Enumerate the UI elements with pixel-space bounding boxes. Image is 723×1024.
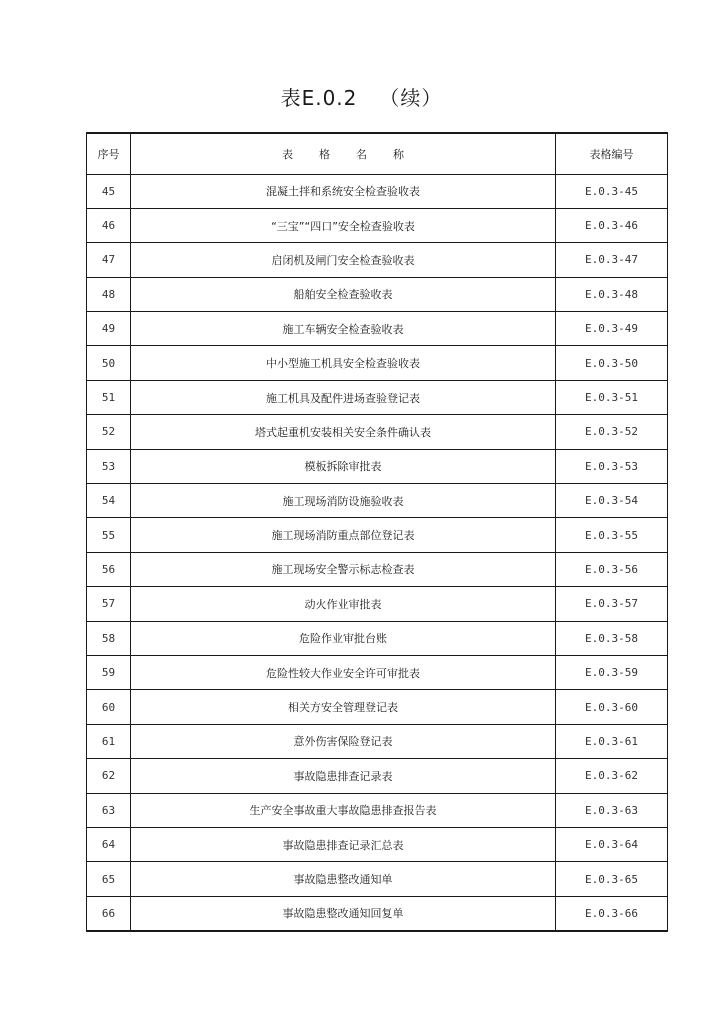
- row-form-code: E.0.3-51: [556, 380, 668, 414]
- table-body: [87, 174, 668, 931]
- row-form-name: 相关方安全管理登记表: [131, 690, 556, 724]
- table-row: [87, 518, 668, 552]
- row-form-name: 事故隐患排查记录表: [131, 759, 556, 793]
- row-form-code: E.0.3-58: [556, 621, 668, 655]
- row-form-name: 施工现场消防设施验收表: [131, 484, 556, 518]
- table-row: [87, 621, 668, 655]
- header-name-char: 格: [319, 147, 330, 161]
- table-row: [87, 243, 668, 277]
- header-name-char: 表: [282, 147, 293, 161]
- row-form-name: 施工机具及配件进场查验登记表: [131, 380, 556, 414]
- row-form-name: 施工车辆安全检查验收表: [131, 312, 556, 346]
- table-row: [87, 587, 668, 621]
- row-form-name: 生产安全事故重大事故隐患排查报告表: [131, 793, 556, 827]
- header-name: [131, 133, 556, 174]
- row-form-code: E.0.3-55: [556, 518, 668, 552]
- row-number: 61: [87, 724, 131, 758]
- row-form-name: 施工现场安全警示标志检查表: [131, 552, 556, 586]
- table-row: [87, 724, 668, 758]
- header-row: [87, 133, 668, 174]
- row-form-code: E.0.3-47: [556, 243, 668, 277]
- row-form-code: E.0.3-62: [556, 759, 668, 793]
- table-row: [87, 690, 668, 724]
- table-row: [87, 827, 668, 861]
- table-row: [87, 896, 668, 930]
- row-number: 53: [87, 449, 131, 483]
- row-form-code: E.0.3-45: [556, 174, 668, 208]
- table-row: [87, 277, 668, 311]
- row-form-name: 事故隐患整改通知单: [131, 862, 556, 896]
- row-form-code: E.0.3-54: [556, 484, 668, 518]
- row-form-code: E.0.3-53: [556, 449, 668, 483]
- row-form-name: 中小型施工机具安全检查验收表: [131, 346, 556, 380]
- row-number: 56: [87, 552, 131, 586]
- row-form-code: E.0.3-66: [556, 896, 668, 930]
- table-row: [87, 759, 668, 793]
- row-form-name: 动火作业审批表: [131, 587, 556, 621]
- row-number: 50: [87, 346, 131, 380]
- row-number: 66: [87, 896, 131, 930]
- table-row: [87, 208, 668, 242]
- row-number: 52: [87, 415, 131, 449]
- row-form-code: E.0.3-57: [556, 587, 668, 621]
- page-title: [0, 80, 723, 116]
- table-row: [87, 174, 668, 208]
- row-number: 48: [87, 277, 131, 311]
- row-form-name: 危险作业审批台账: [131, 621, 556, 655]
- row-form-code: E.0.3-63: [556, 793, 668, 827]
- row-form-name: “三宝”“四口”安全检查验收表: [131, 208, 556, 242]
- table-row: [87, 312, 668, 346]
- row-number: 62: [87, 759, 131, 793]
- row-number: 60: [87, 690, 131, 724]
- table-row: [87, 793, 668, 827]
- row-number: 51: [87, 380, 131, 414]
- row-form-name: 事故隐患排查记录汇总表: [131, 827, 556, 861]
- row-form-code: E.0.3-64: [556, 827, 668, 861]
- row-form-name: 塔式起重机安装相关安全条件确认表: [131, 415, 556, 449]
- row-form-code: E.0.3-56: [556, 552, 668, 586]
- table-row: [87, 484, 668, 518]
- row-form-name: 混凝土拌和系统安全检查验收表: [131, 174, 556, 208]
- header-name-char: 名: [356, 147, 367, 161]
- row-form-name: 事故隐患整改通知回复单: [131, 896, 556, 930]
- table-row: [87, 449, 668, 483]
- row-form-code: E.0.3-48: [556, 277, 668, 311]
- row-number: 45: [87, 174, 131, 208]
- row-form-code: E.0.3-50: [556, 346, 668, 380]
- header-name-char: 称: [393, 147, 404, 161]
- row-form-name: 意外伤害保险登记表: [131, 724, 556, 758]
- title-suffix: （续）: [379, 86, 443, 110]
- table-row: [87, 862, 668, 896]
- row-number: 64: [87, 827, 131, 861]
- row-form-code: E.0.3-60: [556, 690, 668, 724]
- row-number: 65: [87, 862, 131, 896]
- table-row: [87, 346, 668, 380]
- table-row: [87, 552, 668, 586]
- row-number: 58: [87, 621, 131, 655]
- table-row: [87, 655, 668, 689]
- row-form-code: E.0.3-49: [556, 312, 668, 346]
- row-form-code: E.0.3-65: [556, 862, 668, 896]
- header-code: 表格编号: [556, 133, 668, 174]
- table-row: [87, 380, 668, 414]
- row-number: 47: [87, 243, 131, 277]
- forms-table: [86, 132, 668, 932]
- row-form-name: 施工现场消防重点部位登记表: [131, 518, 556, 552]
- row-number: 49: [87, 312, 131, 346]
- row-number: 59: [87, 655, 131, 689]
- row-number: 46: [87, 208, 131, 242]
- row-form-name: 启闭机及闸门安全检查验收表: [131, 243, 556, 277]
- row-form-code: E.0.3-59: [556, 655, 668, 689]
- row-form-code: E.0.3-52: [556, 415, 668, 449]
- table-row: [87, 415, 668, 449]
- row-form-name: 危险性较大作业安全许可审批表: [131, 655, 556, 689]
- title-main: 表E.0.2: [280, 86, 358, 110]
- row-form-code: E.0.3-46: [556, 208, 668, 242]
- row-form-code: E.0.3-61: [556, 724, 668, 758]
- row-number: 57: [87, 587, 131, 621]
- row-form-name: 船舶安全检查验收表: [131, 277, 556, 311]
- row-number: 54: [87, 484, 131, 518]
- row-number: 55: [87, 518, 131, 552]
- header-no: 序号: [87, 133, 131, 174]
- row-number: 63: [87, 793, 131, 827]
- row-form-name: 模板拆除审批表: [131, 449, 556, 483]
